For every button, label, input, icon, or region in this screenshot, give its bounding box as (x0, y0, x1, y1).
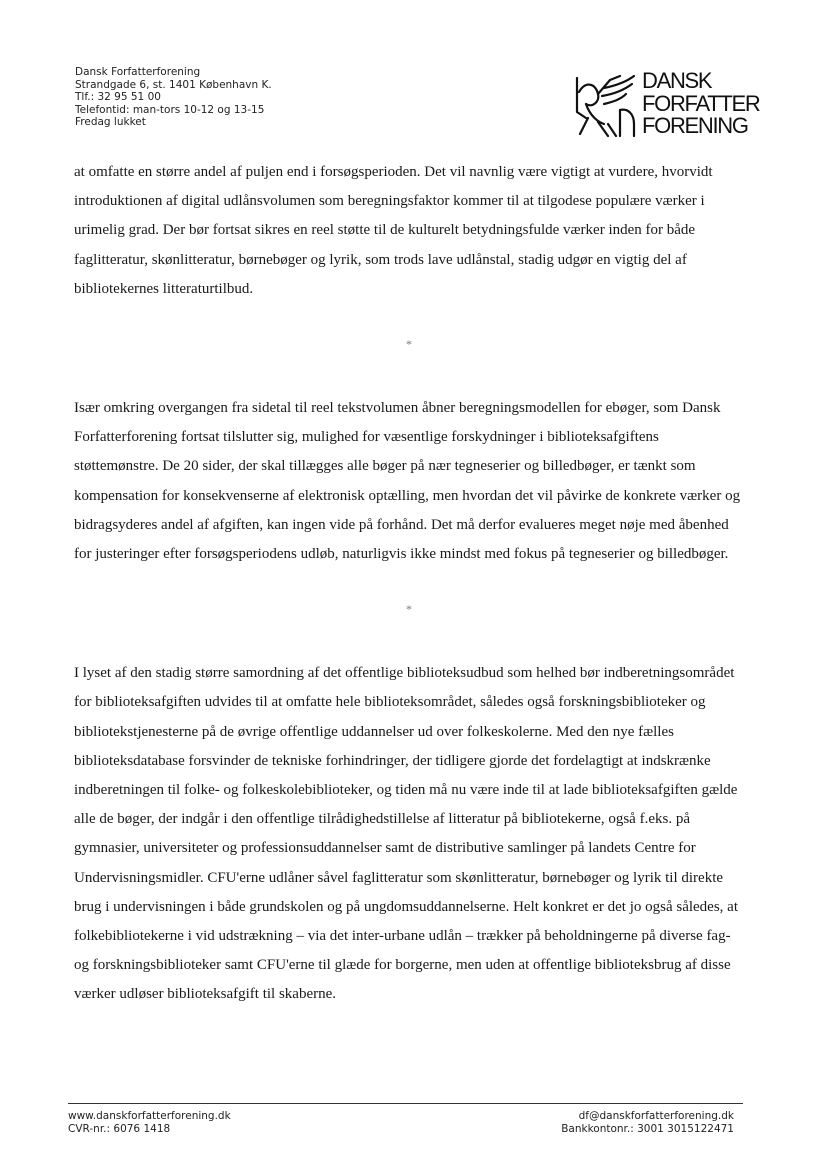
sender-address-block (75, 66, 272, 129)
logo-wordmark (642, 70, 759, 138)
footer-right (561, 1110, 734, 1136)
organization-logo (574, 70, 774, 142)
pegasus-logo-icon (574, 72, 640, 140)
logo-word-forening: FORENING (642, 113, 748, 138)
logo-word-dansk: DANSK (642, 68, 712, 93)
footer-email-link[interactable]: df@danskforfatterforening.dk (578, 1110, 734, 1122)
footer-left (68, 1110, 231, 1136)
sender-street: Strandgade 6, st. 1401 København K. (75, 78, 272, 91)
sender-phone-hours: Telefontid: man-tors 10-12 og 13-15 (75, 103, 265, 116)
paragraph-3: I lyset af den stadig større samordning af det offentlige biblioteksudbud som helhed bør indberetningsområdet for biblioteksafgiften udvides til at omfatte hele biblioteksområdet, således også forskningsbiblioteker og bibliotekstjenesterne på de øvrige offentlige uddannelser ud over folkeskolerne. Med den nye fælles biblioteksdatabase forsvinder de tekniske forhindringer, der tidligere gjorde det fordelagtigt at indskrænke indberetningen til folke- og folkeskolebiblioteker, og tiden må nu være inde til at lade biblioteksafgiften gælde alle de bøger, der indgår i den offentlige tilrådighedstillelse af litteratur på bibliotekerne, også f.eks. på gymnasier, universiteter og professionsuddannelser samt de distributive samlinger på landets Centre for Undervisningsmidler. CFU'erne udlåner såvel faglitteratur som skønlitteratur, børnebøger og lyrik til direkte brug i undervisningen i både grundskolen og på ungdomsuddannelserne. Helt konkret er det jo også således, at folkebibliotekerne i vid udstrækning – via det inter-urbane udlån – trækker på beholdningerne på diverse fag- og forskningsbiblioteker samt CFU'erne til glæde for borgerne, men uden at offentlige biblioteksbrug af disse værker udløser biblioteksafgift til skaberne. (74, 665, 739, 1003)
section-separator: * (406, 602, 412, 617)
sender-name: Dansk Forfatterforening (75, 66, 201, 78)
section-separator: * (406, 337, 412, 352)
paragraph-2: Især omkring overgangen fra sidetal til reel tekstvolumen åbner beregningsmodellen for ebøger, som Dansk Forfatterforening fortsat tilslutter sig, mulighed for væsentlige forskydninger i biblioteksafgiftens støttemønstre. De 20 sider, der skal tillægges alle bøger på nær tegneserier og billedbøger, er tænkt som kompensation for konsekvenserne af elektronisk optælling, men hvordan det vil påvirke de konkrete værker og bidragsyderes andel af afgiften, kan ingen vide på forhånd. Det må derfor evalueres meget nøje med åbenhed for justeringer efter forsøgsperiodens udløb, naturligvis ikke mindst med fokus på tegneserier og billedbøger. (74, 400, 741, 563)
footer-bank-account: Bankkontonr.: 3001 3015122471 (561, 1123, 734, 1135)
sender-friday-closed: Fredag lukket (75, 116, 146, 128)
logo-word-forfatter: FORFATTER (642, 90, 760, 116)
paragraph-1: at omfatte en større andel af puljen end i forsøgsperioden. Det vil navnlig være vigtigt at vurdere, hvorvidt introduktionen af digital udlånsvolumen som beregningsfaktor kommer til at tilgodese populære værker i urimelig grad. Der bør fortsat sikres en reel støtte til de kulturelt betydningsfulde værker inden for både faglitteratur, skønlitteratur, børnebøger og lyrik, som trods lave udlånstal, stadig udgør en vigtig del af bibliotekernes litteraturtilbud. (74, 164, 713, 297)
footer-website-link[interactable]: www.danskforfatterforening.dk (68, 1110, 231, 1122)
footer-cvr-number: CVR-nr.: 6076 1418 (68, 1123, 171, 1135)
letter-body (74, 158, 744, 1010)
footer-divider (68, 1103, 743, 1104)
sender-phone: Tlf.: 32 95 51 00 (75, 91, 161, 103)
